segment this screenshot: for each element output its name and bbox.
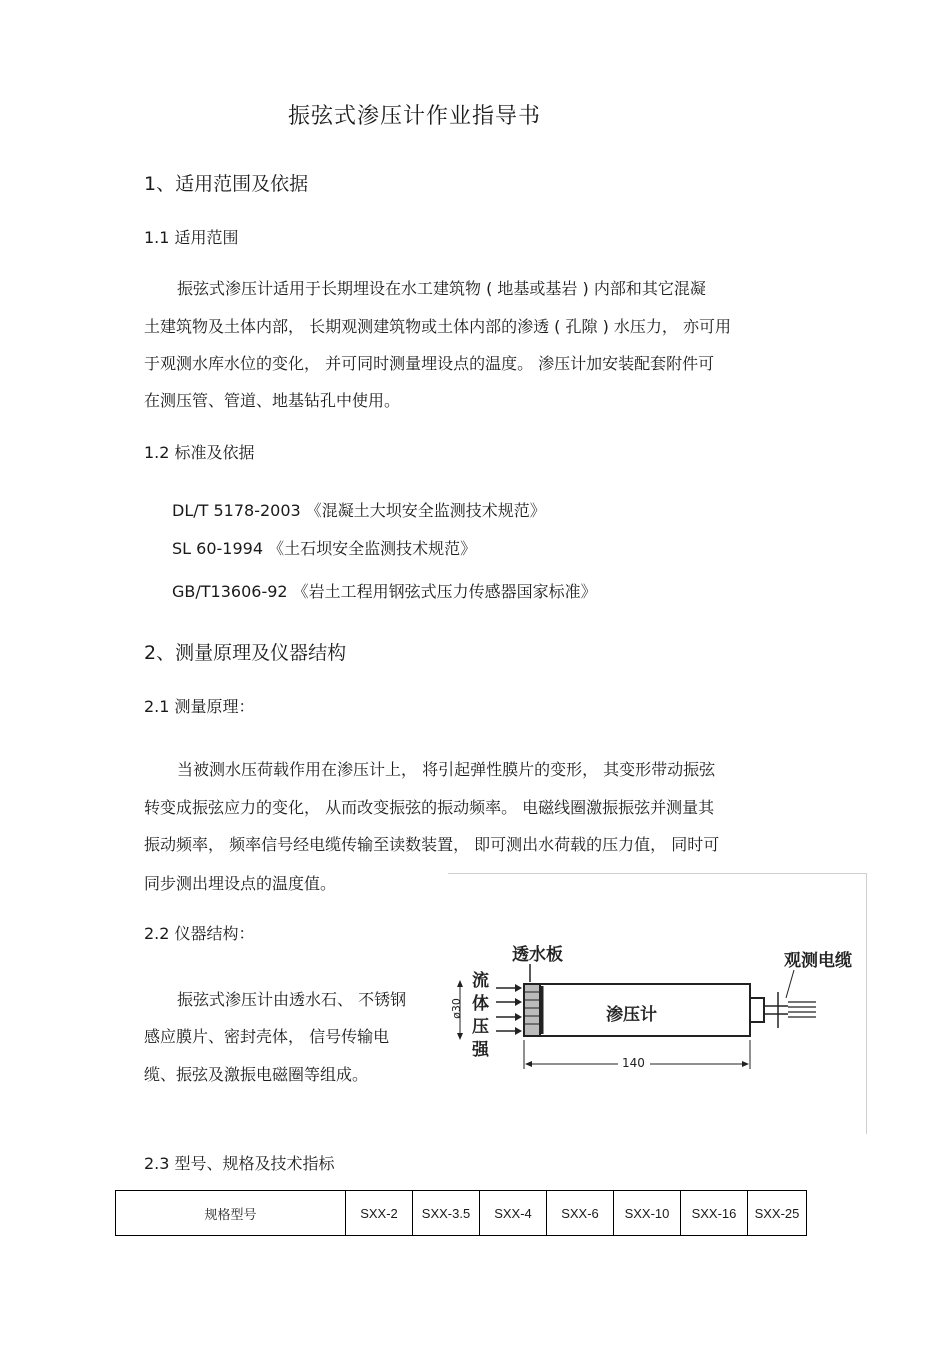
paragraph-line: 在测压管、管道、地基钻孔中使用。 [144,391,401,410]
section-2-heading: 2、测量原理及仪器结构 [144,642,347,664]
length-dimension-label: 140 [622,1056,645,1070]
model-cell: SXX-3.5 [413,1191,480,1236]
model-cell: SXX-2 [346,1191,413,1236]
model-cell: SXX-16 [681,1191,748,1236]
standard-reference: GB/T13606-92 《岩土工程用钢弦式压力传感器国家标准》 [172,582,597,601]
paragraph-line: 振弦式渗压计适用于长期埋设在水工建筑物 ( 地基或基岩 ) 内部和其它混凝 [177,279,706,298]
model-cell: SXX-25 [748,1191,807,1236]
paragraph-line: 振弦式渗压计由透水石、 不锈钢 [177,990,407,1009]
standard-reference: SL 60-1994 《土石坝安全监测技术规范》 [172,539,477,558]
paragraph-line: 土建筑物及土体内部， 长期观测建筑物或土体内部的渗透 ( 孔隙 ) 水压力， 亦可用 [144,317,732,336]
section-1-heading: 1、适用范围及依据 [144,173,309,195]
diagram-drawing [448,874,866,1134]
section-1-2-heading: 1.2 标准及依据 [144,443,255,462]
paragraph-line: 当被测水压荷载作用在渗压计上， 将引起弹性膜片的变形， 其变形带动振弦 [177,760,716,779]
paragraph-line: 缆、振弦及激振电磁圈等组成。 [144,1065,369,1084]
model-cell: SXX-4 [480,1191,547,1236]
cable-gland [750,998,764,1022]
table-header-cell: 规格型号 [116,1191,346,1236]
fluid-pressure-char: 压 [472,1017,489,1037]
section-1-1-heading: 1.1 适用范围 [144,228,239,247]
filter-plate-label: 透水板 [512,945,563,965]
sensor-body-label: 渗压计 [606,1005,657,1025]
piezometer-structure-diagram [448,873,867,1134]
section-2-3-heading: 2.3 型号、规格及技术指标 [144,1154,335,1173]
fluid-pressure-char: 强 [472,1040,489,1060]
paragraph-line: 转变成振弦应力的变化， 从而改变振弦的振动频率。 电磁线圈激振振弦并测量其 [144,798,715,817]
model-cell: SXX-10 [614,1191,681,1236]
spec-table [115,1190,807,1236]
model-cell: SXX-6 [547,1191,614,1236]
diameter-dimension-label: ø30 [449,998,463,1019]
table-row [116,1191,807,1236]
paragraph-line: 同步测出埋设点的温度值。 [144,874,337,893]
page-title: 振弦式渗压计作业指导书 [288,104,542,129]
section-2-1-heading: 2.1 测量原理： [144,697,255,716]
cable-label: 观测电缆 [784,951,852,971]
paragraph-line: 感应膜片、密封壳体， 信号传输电 [144,1027,390,1046]
paragraph-line: 于观测水库水位的变化， 并可同时测量埋设点的温度。 渗压计加安装配套附件可 [144,354,715,373]
section-2-2-heading: 2.2 仪器结构： [144,924,255,943]
fluid-pressure-char: 流 [472,971,489,991]
paragraph-line: 振动频率， 频率信号经电缆传输至读数装置， 即可测出水荷载的压力值， 同时可 [144,835,720,854]
fluid-pressure-char: 体 [472,994,489,1014]
standard-reference: DL/T 5178-2003 《混凝土大坝安全监测技术规范》 [172,501,546,520]
